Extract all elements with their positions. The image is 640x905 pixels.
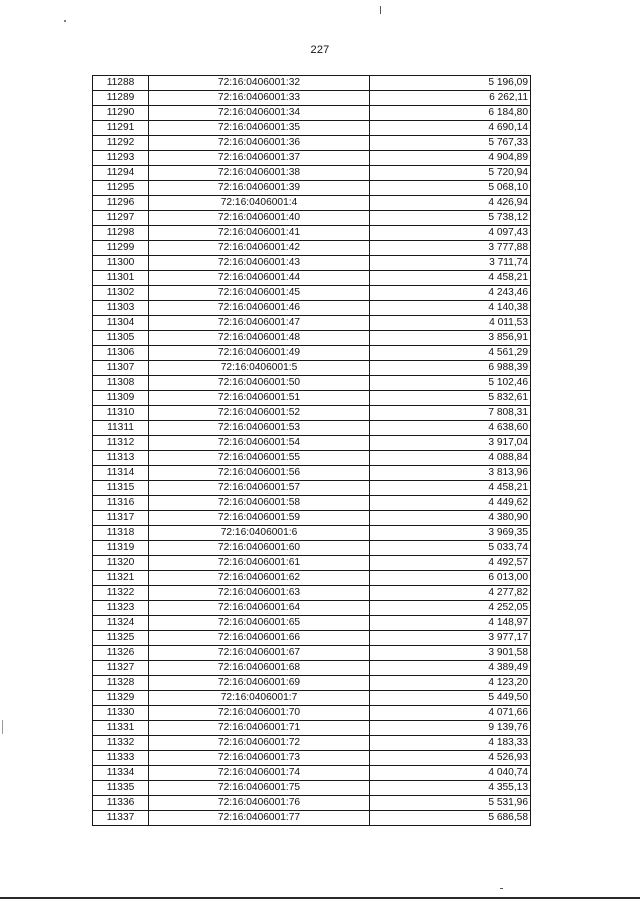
- table-row: [93, 736, 531, 751]
- row-number-cell: 11315: [93, 481, 149, 496]
- cadastral-number-cell: 72:16:0406001:48: [149, 331, 370, 346]
- area-value-cell: 3 813,96: [370, 466, 531, 481]
- cadastral-number-cell: 72:16:0406001:72: [149, 736, 370, 751]
- table-row: [93, 391, 531, 406]
- table-row: [93, 661, 531, 676]
- row-number-cell: 11329: [93, 691, 149, 706]
- page-number: 227: [310, 44, 330, 56]
- table-row: [93, 511, 531, 526]
- table-row: [93, 526, 531, 541]
- cadastral-number-cell: 72:16:0406001:38: [149, 166, 370, 181]
- row-number-cell: 11336: [93, 796, 149, 811]
- table-row: [93, 556, 531, 571]
- row-number-cell: 11326: [93, 646, 149, 661]
- table-row: [93, 211, 531, 226]
- row-number-cell: 11321: [93, 571, 149, 586]
- table-row: [93, 496, 531, 511]
- row-number-cell: 11325: [93, 631, 149, 646]
- cadastral-number-cell: 72:16:0406001:54: [149, 436, 370, 451]
- table-row: [93, 451, 531, 466]
- cadastral-number-cell: 72:16:0406001:50: [149, 376, 370, 391]
- row-number-cell: 11306: [93, 346, 149, 361]
- row-number-cell: 11312: [93, 436, 149, 451]
- table-row: [93, 106, 531, 121]
- area-value-cell: 4 040,74: [370, 766, 531, 781]
- area-value-cell: 5 720,94: [370, 166, 531, 181]
- table-row: [93, 256, 531, 271]
- row-number-cell: 11303: [93, 301, 149, 316]
- table-row: [93, 601, 531, 616]
- cadastral-number-cell: 72:16:0406001:49: [149, 346, 370, 361]
- table-row: [93, 166, 531, 181]
- table-row: [93, 646, 531, 661]
- area-value-cell: 4 389,49: [370, 661, 531, 676]
- row-number-cell: 11318: [93, 526, 149, 541]
- area-value-cell: 7 808,31: [370, 406, 531, 421]
- area-value-cell: 4 097,43: [370, 226, 531, 241]
- area-value-cell: 4 458,21: [370, 271, 531, 286]
- row-number-cell: 11300: [93, 256, 149, 271]
- cadastral-number-cell: 72:16:0406001:70: [149, 706, 370, 721]
- cadastral-number-cell: 72:16:0406001:43: [149, 256, 370, 271]
- table-row: [93, 616, 531, 631]
- cadastral-number-cell: 72:16:0406001:52: [149, 406, 370, 421]
- area-value-cell: 4 904,89: [370, 151, 531, 166]
- area-value-cell: 5 767,33: [370, 136, 531, 151]
- area-value-cell: 6 184,80: [370, 106, 531, 121]
- cadastral-number-cell: 72:16:0406001:61: [149, 556, 370, 571]
- row-number-cell: 11291: [93, 121, 149, 136]
- area-value-cell: 4 243,46: [370, 286, 531, 301]
- row-number-cell: 11307: [93, 361, 149, 376]
- area-value-cell: 6 988,39: [370, 361, 531, 376]
- row-number-cell: 11299: [93, 241, 149, 256]
- cadastral-number-cell: 72:16:0406001:58: [149, 496, 370, 511]
- table-row: [93, 346, 531, 361]
- row-number-cell: 11332: [93, 736, 149, 751]
- row-number-cell: 11314: [93, 466, 149, 481]
- table-row: [93, 766, 531, 781]
- cadastral-number-cell: 72:16:0406001:40: [149, 211, 370, 226]
- row-number-cell: 11333: [93, 751, 149, 766]
- cadastral-number-cell: 72:16:0406001:73: [149, 751, 370, 766]
- area-value-cell: 3 917,04: [370, 436, 531, 451]
- row-number-cell: 11330: [93, 706, 149, 721]
- table-row: [93, 706, 531, 721]
- row-number-cell: 11308: [93, 376, 149, 391]
- cadastral-number-cell: 72:16:0406001:60: [149, 541, 370, 556]
- row-number-cell: 11337: [93, 811, 149, 826]
- area-value-cell: 4 449,62: [370, 496, 531, 511]
- cadastral-number-cell: 72:16:0406001:69: [149, 676, 370, 691]
- table-row: [93, 691, 531, 706]
- row-number-cell: 11294: [93, 166, 149, 181]
- table-row: [93, 316, 531, 331]
- cadastral-number-cell: 72:16:0406001:42: [149, 241, 370, 256]
- area-value-cell: 4 380,90: [370, 511, 531, 526]
- area-value-cell: 4 011,53: [370, 316, 531, 331]
- cadastral-number-cell: 72:16:0406001:74: [149, 766, 370, 781]
- table-row: [93, 196, 531, 211]
- row-number-cell: 11304: [93, 316, 149, 331]
- table-row: [93, 421, 531, 436]
- page-bottom-rule: [0, 897, 640, 899]
- table-row: [93, 406, 531, 421]
- row-number-cell: 11295: [93, 181, 149, 196]
- row-number-cell: 11323: [93, 601, 149, 616]
- area-value-cell: 5 102,46: [370, 376, 531, 391]
- scan-speck: [2, 720, 3, 734]
- table-row: [93, 121, 531, 136]
- area-value-cell: 4 561,29: [370, 346, 531, 361]
- cadastral-number-cell: 72:16:0406001:44: [149, 271, 370, 286]
- table-row: [93, 301, 531, 316]
- row-number-cell: 11316: [93, 496, 149, 511]
- cadastral-number-cell: 72:16:0406001:71: [149, 721, 370, 736]
- cadastral-number-cell: 72:16:0406001:51: [149, 391, 370, 406]
- table-row: [93, 91, 531, 106]
- cadastral-number-cell: 72:16:0406001:62: [149, 571, 370, 586]
- cadastral-number-cell: 72:16:0406001:59: [149, 511, 370, 526]
- table-row: [93, 361, 531, 376]
- cadastral-number-cell: 72:16:0406001:4: [149, 196, 370, 211]
- cadastral-number-cell: 72:16:0406001:41: [149, 226, 370, 241]
- cadastral-number-cell: 72:16:0406001:75: [149, 781, 370, 796]
- area-value-cell: 4 148,97: [370, 616, 531, 631]
- table-row: [93, 286, 531, 301]
- area-value-cell: 6 013,00: [370, 571, 531, 586]
- area-value-cell: 3 777,88: [370, 241, 531, 256]
- area-value-cell: 4 492,57: [370, 556, 531, 571]
- row-number-cell: 11309: [93, 391, 149, 406]
- cadastral-number-cell: 72:16:0406001:6: [149, 526, 370, 541]
- scan-speck: [64, 20, 66, 22]
- row-number-cell: 11331: [93, 721, 149, 736]
- area-value-cell: 3 901,58: [370, 646, 531, 661]
- table-row: [93, 376, 531, 391]
- cadastral-number-cell: 72:16:0406001:5: [149, 361, 370, 376]
- row-number-cell: 11296: [93, 196, 149, 211]
- area-value-cell: 3 856,91: [370, 331, 531, 346]
- row-number-cell: 11328: [93, 676, 149, 691]
- table-row: [93, 466, 531, 481]
- area-value-cell: 5 033,74: [370, 541, 531, 556]
- area-value-cell: 4 123,20: [370, 676, 531, 691]
- area-value-cell: 5 686,58: [370, 811, 531, 826]
- cadastral-number-cell: 72:16:0406001:53: [149, 421, 370, 436]
- scan-speck: [380, 6, 381, 14]
- table-row: [93, 676, 531, 691]
- row-number-cell: 11319: [93, 541, 149, 556]
- cadastral-number-cell: 72:16:0406001:32: [149, 76, 370, 91]
- cadastral-number-cell: 72:16:0406001:68: [149, 661, 370, 676]
- table-row: [93, 781, 531, 796]
- cadastral-number-cell: 72:16:0406001:67: [149, 646, 370, 661]
- registry-table-body: [93, 76, 531, 826]
- row-number-cell: 11324: [93, 616, 149, 631]
- row-number-cell: 11335: [93, 781, 149, 796]
- table-row: [93, 796, 531, 811]
- table-row: [93, 751, 531, 766]
- row-number-cell: 11305: [93, 331, 149, 346]
- cadastral-number-cell: 72:16:0406001:64: [149, 601, 370, 616]
- row-number-cell: 11320: [93, 556, 149, 571]
- cadastral-number-cell: 72:16:0406001:77: [149, 811, 370, 826]
- area-value-cell: 4 690,14: [370, 121, 531, 136]
- area-value-cell: 3 977,17: [370, 631, 531, 646]
- cadastral-number-cell: 72:16:0406001:33: [149, 91, 370, 106]
- table-row: [93, 241, 531, 256]
- area-value-cell: 4 071,66: [370, 706, 531, 721]
- row-number-cell: 11327: [93, 661, 149, 676]
- area-value-cell: 5 196,09: [370, 76, 531, 91]
- table-row: [93, 76, 531, 91]
- row-number-cell: 11334: [93, 766, 149, 781]
- area-value-cell: 4 426,94: [370, 196, 531, 211]
- table-row: [93, 721, 531, 736]
- row-number-cell: 11317: [93, 511, 149, 526]
- table-row: [93, 331, 531, 346]
- area-value-cell: 3 969,35: [370, 526, 531, 541]
- table-row: [93, 811, 531, 826]
- cadastral-number-cell: 72:16:0406001:57: [149, 481, 370, 496]
- row-number-cell: 11313: [93, 451, 149, 466]
- cadastral-number-cell: 72:16:0406001:55: [149, 451, 370, 466]
- area-value-cell: 9 139,76: [370, 721, 531, 736]
- scan-speck: [500, 888, 503, 889]
- table-row: [93, 586, 531, 601]
- table-row: [93, 271, 531, 286]
- cadastral-number-cell: 72:16:0406001:39: [149, 181, 370, 196]
- cadastral-number-cell: 72:16:0406001:36: [149, 136, 370, 151]
- cadastral-number-cell: 72:16:0406001:63: [149, 586, 370, 601]
- cadastral-number-cell: 72:16:0406001:46: [149, 301, 370, 316]
- table-row: [93, 631, 531, 646]
- area-value-cell: 6 262,11: [370, 91, 531, 106]
- cadastral-number-cell: 72:16:0406001:37: [149, 151, 370, 166]
- area-value-cell: 4 183,33: [370, 736, 531, 751]
- area-value-cell: 4 277,82: [370, 586, 531, 601]
- row-number-cell: 11289: [93, 91, 149, 106]
- table-row: [93, 541, 531, 556]
- row-number-cell: 11288: [93, 76, 149, 91]
- row-number-cell: 11310: [93, 406, 149, 421]
- area-value-cell: 4 088,84: [370, 451, 531, 466]
- cadastral-number-cell: 72:16:0406001:66: [149, 631, 370, 646]
- cadastral-number-cell: 72:16:0406001:35: [149, 121, 370, 136]
- table-row: [93, 151, 531, 166]
- cadastral-number-cell: 72:16:0406001:65: [149, 616, 370, 631]
- row-number-cell: 11293: [93, 151, 149, 166]
- area-value-cell: 5 531,96: [370, 796, 531, 811]
- table-row: [93, 571, 531, 586]
- area-value-cell: 5 832,61: [370, 391, 531, 406]
- area-value-cell: 5 449,50: [370, 691, 531, 706]
- row-number-cell: 11322: [93, 586, 149, 601]
- row-number-cell: 11297: [93, 211, 149, 226]
- cadastral-number-cell: 72:16:0406001:45: [149, 286, 370, 301]
- area-value-cell: 4 140,38: [370, 301, 531, 316]
- row-number-cell: 11302: [93, 286, 149, 301]
- table-row: [93, 481, 531, 496]
- row-number-cell: 11298: [93, 226, 149, 241]
- area-value-cell: 4 355,13: [370, 781, 531, 796]
- table-row: [93, 226, 531, 241]
- cadastral-number-cell: 72:16:0406001:56: [149, 466, 370, 481]
- area-value-cell: 5 068,10: [370, 181, 531, 196]
- area-value-cell: 4 526,93: [370, 751, 531, 766]
- cadastral-number-cell: 72:16:0406001:7: [149, 691, 370, 706]
- area-value-cell: 4 458,21: [370, 481, 531, 496]
- cadastral-number-cell: 72:16:0406001:34: [149, 106, 370, 121]
- row-number-cell: 11301: [93, 271, 149, 286]
- table-row: [93, 136, 531, 151]
- area-value-cell: 3 711,74: [370, 256, 531, 271]
- row-number-cell: 11311: [93, 421, 149, 436]
- area-value-cell: 5 738,12: [370, 211, 531, 226]
- area-value-cell: 4 252,05: [370, 601, 531, 616]
- row-number-cell: 11290: [93, 106, 149, 121]
- parcel-registry-table: [92, 75, 531, 826]
- cadastral-number-cell: 72:16:0406001:47: [149, 316, 370, 331]
- table-row: [93, 181, 531, 196]
- row-number-cell: 11292: [93, 136, 149, 151]
- area-value-cell: 4 638,60: [370, 421, 531, 436]
- cadastral-number-cell: 72:16:0406001:76: [149, 796, 370, 811]
- table-row: [93, 436, 531, 451]
